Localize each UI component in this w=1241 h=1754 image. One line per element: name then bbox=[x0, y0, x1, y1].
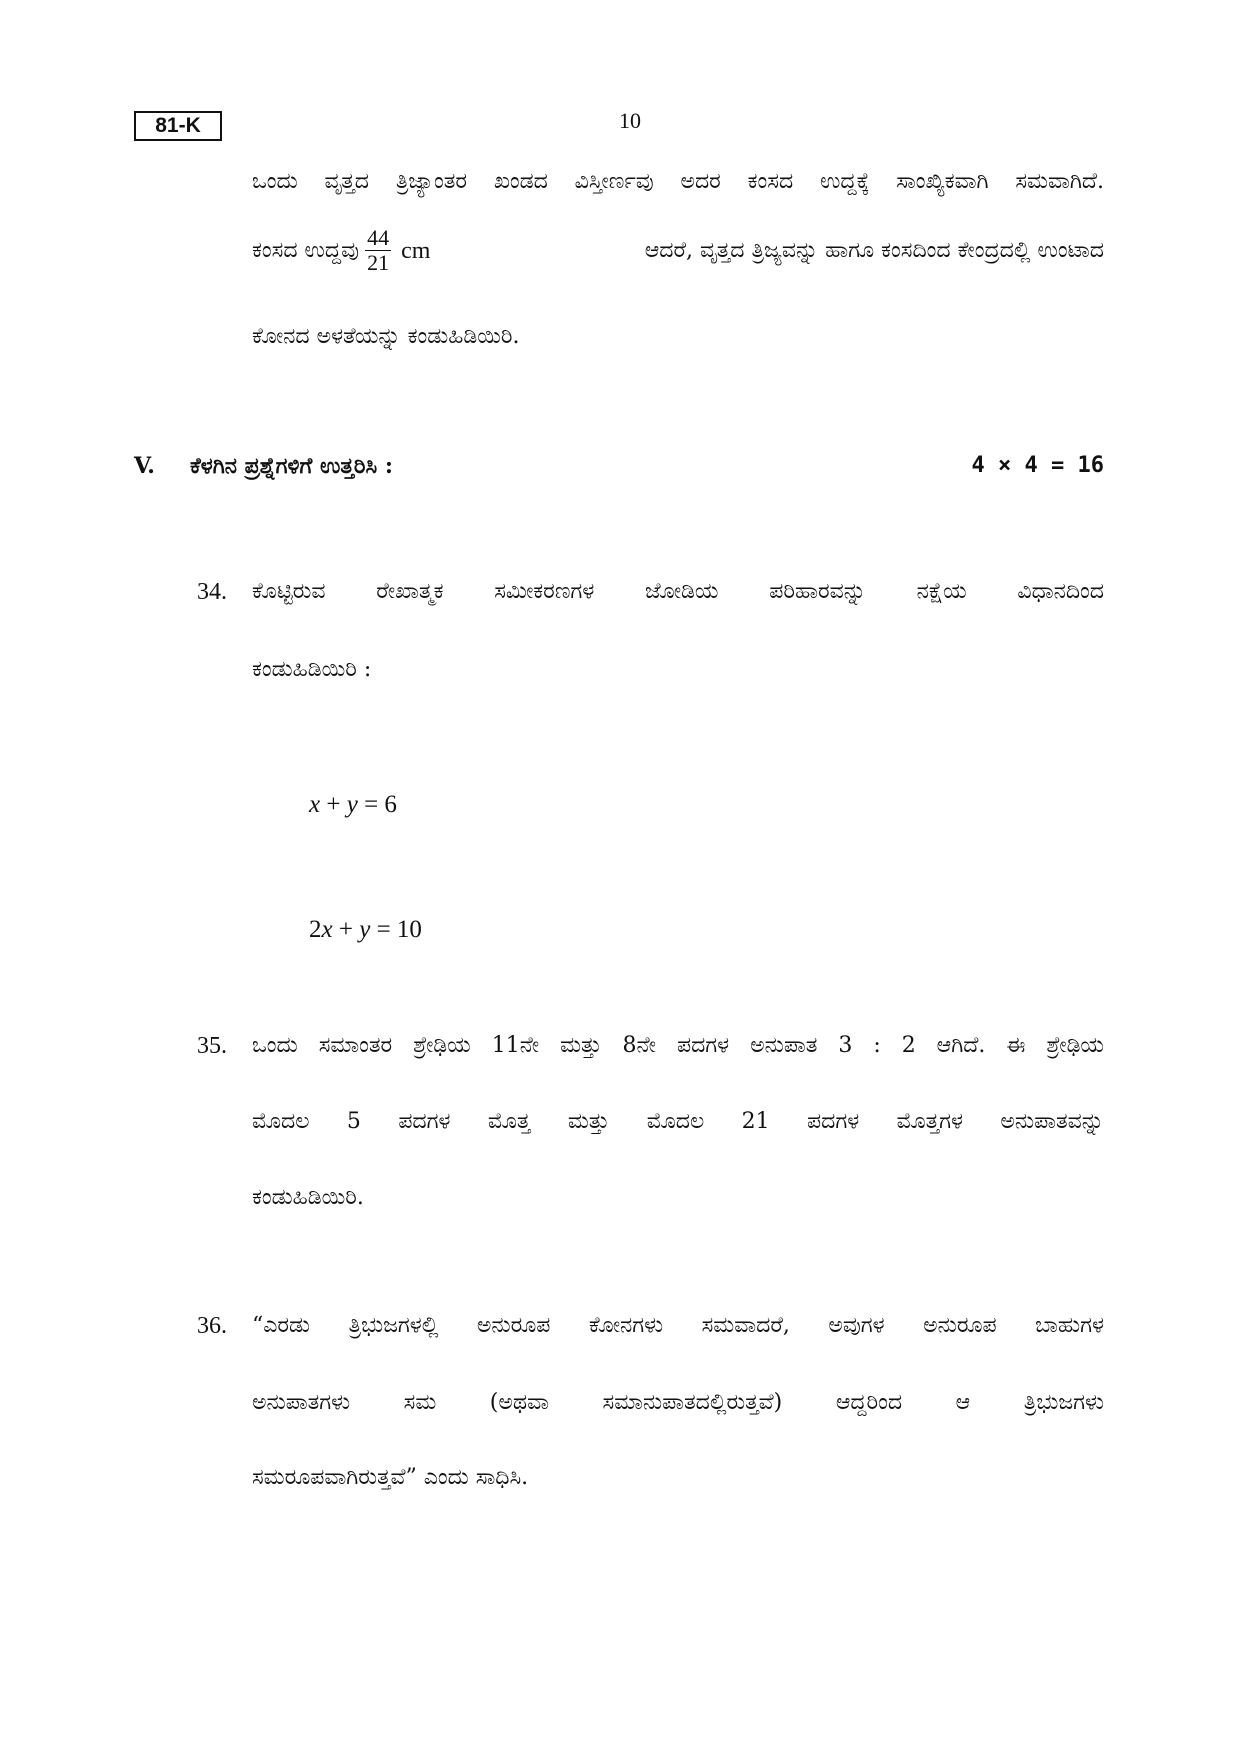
section-title: ಕೆಳಗಿನ ಪ್ರಶ್ನೆಗಳಿಗೆ ಉತ್ತರಿಸಿ : bbox=[190, 453, 393, 479]
prev-question-line-1 bbox=[252, 166, 1104, 198]
prev-question-line-1-text: ಒಂದು ವೃತ್ತದ ತ್ರಿಜ್ಯಾಂತರ ಖಂಡದ ವಿಸ್ತೀರ್ಣವು ಅದರ ಕಂಸದ ಉದ್ದಕ್ಕೆ ಸಾಂಖ್ಯಿಕವಾಗಿ ಸಮವಾಗಿದೆ. bbox=[252, 169, 1104, 194]
paper-code-box: 81-K bbox=[134, 111, 222, 141]
question-36-line-2-text: ಅನುಪಾತಗಳು ಸಮ (ಅಥವಾ ಸಮಾನುಪಾತದಲ್ಲಿರುತ್ತವೆ) ಆದ್ದರಿಂದ ಆ ತ್ರಿಭುಜಗಳು bbox=[252, 1390, 1104, 1415]
equation-2-coefficient: 2 bbox=[309, 916, 322, 943]
question-36-number: 36. bbox=[197, 1313, 227, 1339]
arc-length-fraction bbox=[365, 226, 391, 275]
prev-question-line-2-start: ಕಂಸದ ಉದ್ದವು bbox=[252, 237, 360, 263]
question-35-line-3: ಕಂಡುಹಿಡಿಯಿರಿ. bbox=[252, 1185, 364, 1210]
question-34-line-1 bbox=[252, 576, 1104, 608]
question-34-line-1-text: ಕೊಟ್ಟಿರುವ ರೇಖಾತ್ಮಕ ಸಮೀಕರಣಗಳ ಜೋಡಿಯ ಪರಿಹಾರವನ್ನು ನಕ್ಷೆಯ ವಿಧಾನದಿಂದ bbox=[252, 579, 1104, 604]
equation-2-var-y: y bbox=[359, 916, 371, 943]
equation-1-rhs: = 6 bbox=[357, 791, 397, 818]
unit-cm: cm bbox=[401, 237, 431, 264]
question-35-line-2 bbox=[252, 1106, 1104, 1138]
page-number: 10 bbox=[619, 108, 641, 133]
equation-1-var-x: x bbox=[309, 791, 321, 818]
equation-2 bbox=[309, 914, 422, 946]
question-36-line-2 bbox=[252, 1387, 1104, 1419]
question-36-line-1-text: “ಎರಡು ತ್ರಿಭುಜಗಳಲ್ಲಿ ಅನುರೂಪ ಕೋನಗಳು ಸಮವಾದರೆ, ಅವುಗಳ ಅನುರೂಪ ಬಾಹುಗಳ bbox=[252, 1313, 1104, 1338]
fraction-denominator: 21 bbox=[367, 250, 390, 275]
fraction-numerator: 44 bbox=[367, 225, 390, 250]
prev-question-line-2 bbox=[252, 226, 1104, 275]
question-34-number: 34. bbox=[197, 579, 227, 605]
prev-question-line-2-end: ಆದರೆ, ವೃತ್ತದ ತ್ರಿಜ್ಯವನ್ನು ಹಾಗೂ ಕಂಸದಿಂದ ಕೇಂದ್ರದಲ್ಲಿ ಉಂಟಾದ bbox=[644, 237, 1104, 263]
section-marks: 4 × 4 = 16 bbox=[971, 453, 1104, 478]
equation-2-plus: + bbox=[332, 916, 360, 943]
question-36-line-3: ಸಮರೂಪವಾಗಿರುತ್ತವೆ” ಎಂದು ಸಾಧಿಸಿ. bbox=[252, 1465, 529, 1490]
equation-2-var-x: x bbox=[321, 916, 333, 943]
section-roman-number: V. bbox=[134, 453, 155, 479]
question-35-line-1 bbox=[252, 1030, 1104, 1062]
question-34-line-2: ಕಂಡುಹಿಡಿಯಿರಿ : bbox=[252, 657, 372, 682]
question-35-line-1-text: ಒಂದು ಸಮಾಂತರ ಶ್ರೇಢಿಯ 11ನೇ ಮತ್ತು 8ನೇ ಪದಗಳ ಅನುಪಾತ 3 : 2 ಆಗಿದೆ. ಈ ಶ್ರೇಢಿಯ bbox=[252, 1033, 1104, 1058]
equation-2-rhs: = 10 bbox=[370, 916, 422, 943]
question-35-line-2-text: ಮೊದಲ 5 ಪದಗಳ ಮೊತ್ತ ಮತ್ತು ಮೊದಲ 21 ಪದಗಳ ಮೊತ್ತಗಳ ಅನುಪಾತವನ್ನು bbox=[252, 1109, 1104, 1134]
equation-1 bbox=[309, 789, 397, 821]
prev-question-line-3: ಕೋನದ ಅಳತೆಯನ್ನು ಕಂಡುಹಿಡಿಯಿರಿ. bbox=[252, 324, 520, 349]
equation-1-var-y: y bbox=[346, 791, 358, 818]
equation-1-plus: + bbox=[320, 791, 347, 818]
question-36-line-1 bbox=[252, 1310, 1104, 1342]
question-35-number: 35. bbox=[197, 1033, 227, 1059]
